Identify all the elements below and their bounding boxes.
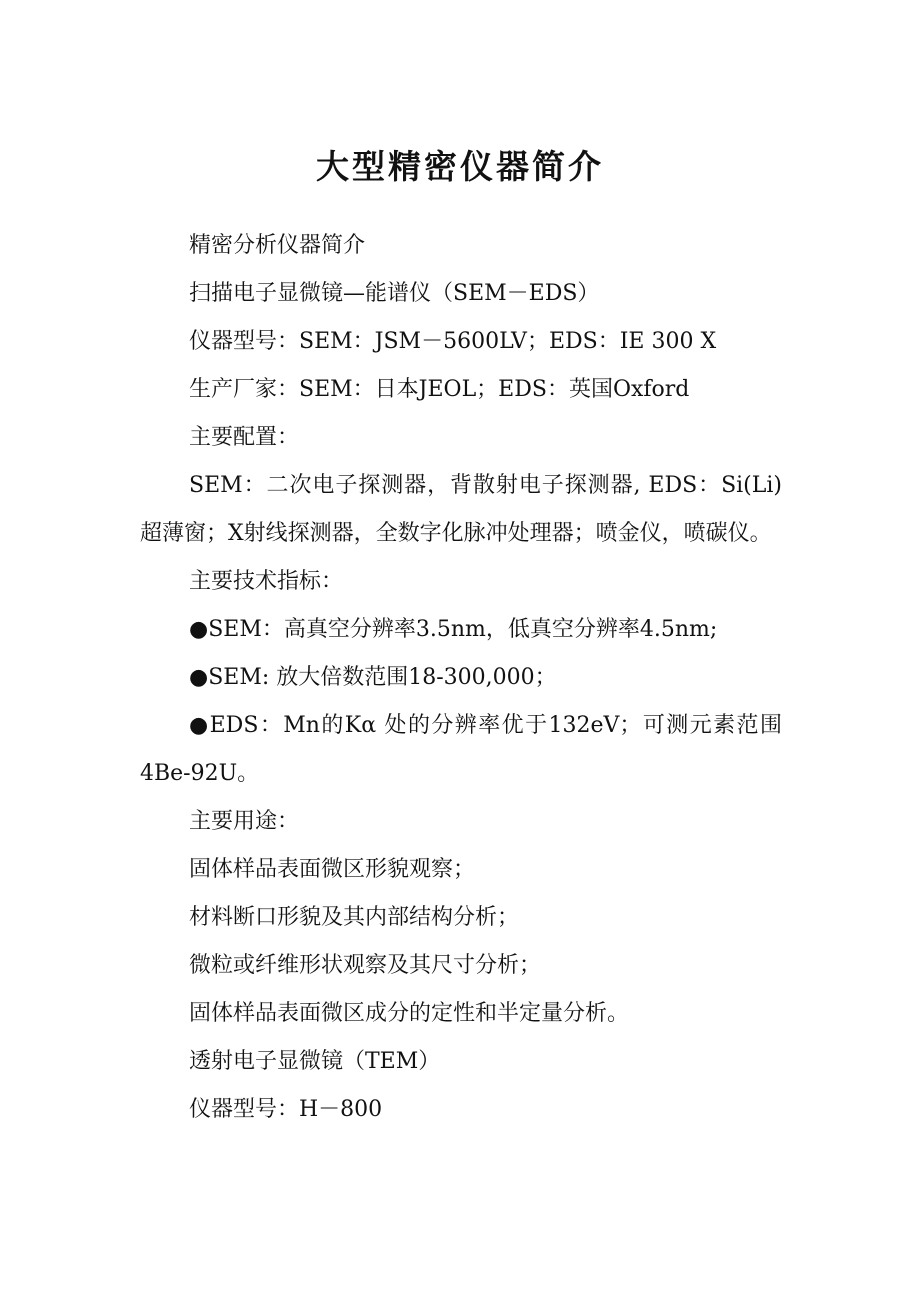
paragraph-tem-model: 仪器型号：H－800 [189, 1097, 383, 1122]
paragraph-tem-name: 透射电子显微镜（TEM） [189, 1049, 441, 1074]
bullet-eds-resolution: ●EDS：Mn的Kα 处的分辨率优于132eV；可测元素范围4Be-92U。 [140, 713, 782, 786]
use-item-composition-analysis: 固体样品表面微区成分的定性和半定量分析。 [189, 1001, 630, 1026]
bullet-sem-resolution: ●SEM：高真空分辨率3.5nm，低真空分辨率4.5nm; [189, 617, 718, 642]
document-title: 大型精密仪器简介 [316, 147, 604, 186]
paragraph-sem-eds-model: 仪器型号：SEM：JSM－5600LV；EDS：IE 300 X [189, 329, 717, 354]
paragraph-uses-label: 主要用途： [189, 809, 300, 834]
use-item-surface-morphology: 固体样品表面微区形貌观察； [189, 857, 476, 882]
document-body [140, 222, 782, 1134]
paragraph-configuration-label: 主要配置： [189, 425, 300, 450]
paragraph-sem-eds-name: 扫描电子显微镜—能谱仪（SEM－EDS） [189, 281, 600, 306]
paragraph-section-heading: 精密分析仪器简介 [189, 233, 366, 258]
paragraph-specs-label: 主要技术指标： [189, 569, 344, 594]
use-item-fracture-analysis: 材料断口形貌及其内部结构分析； [189, 905, 520, 930]
use-item-particle-analysis: 微粒或纤维形状观察及其尺寸分析； [189, 953, 542, 978]
bullet-sem-magnification: ●SEM: 放大倍数范围18-300,000； [189, 665, 557, 690]
paragraph-sem-eds-manufacturer: 生产厂家：SEM：日本JEOL；EDS：英国Oxford [189, 377, 690, 402]
paragraph-configuration-details: SEM：二次电子探测器，背散射电子探测器, EDS：Si(Li)超薄窗；X射线探测器，全数字化脉冲处理器；喷金仪，喷碳仪。 [140, 473, 782, 546]
